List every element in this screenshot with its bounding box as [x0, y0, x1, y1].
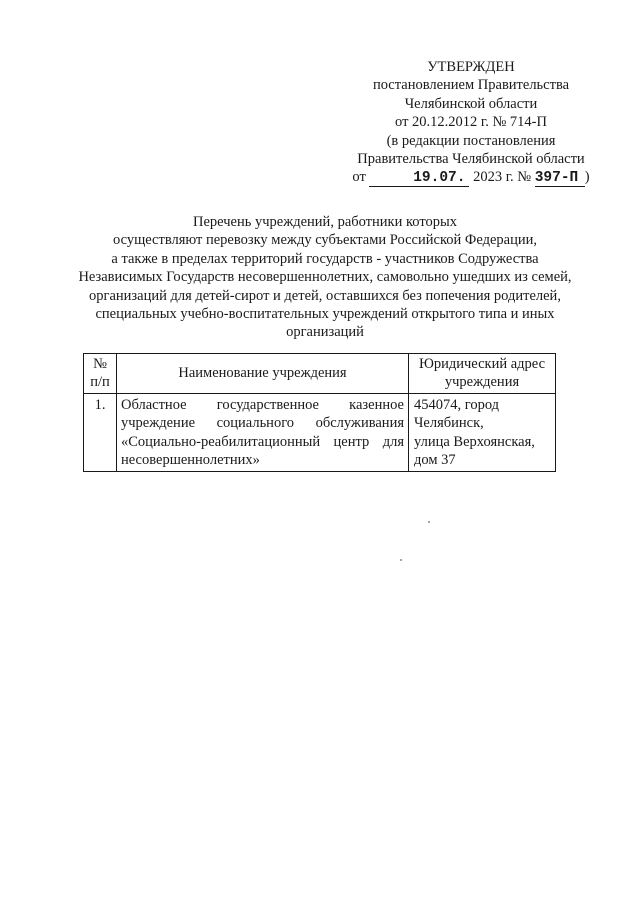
- name-word: Областное: [121, 396, 187, 413]
- title-line: осуществляют перевозку между субъектами Российской Федерации,: [112, 232, 537, 249]
- title-line: Перечень учреждений, работники которых: [193, 214, 457, 230]
- name-word: для: [382, 433, 404, 450]
- approval-heading: УТВЕРЖДЕН: [427, 59, 515, 75]
- title-line: а также в пределах территорий государств - участников Содружества: [111, 250, 539, 267]
- address-line: дом 37: [414, 452, 456, 469]
- header-number-sign: №: [93, 356, 107, 372]
- name-word: социального: [216, 415, 295, 432]
- address-line: улица Верхоянская,: [414, 433, 535, 450]
- approval-stamp: [340, 58, 602, 187]
- approval-line-decree: постановлением Правительства: [372, 77, 570, 94]
- name-word: казенное: [349, 396, 404, 413]
- approval-line-region: Челябинской области: [404, 95, 538, 112]
- name-word: «Социально-реабилитационный: [121, 433, 321, 450]
- name-word: центр: [333, 433, 370, 450]
- table-row: [84, 393, 556, 472]
- scan-speck: [400, 559, 402, 561]
- institutions-table: [83, 353, 556, 472]
- header-name: Наименование учреждения: [117, 354, 409, 394]
- name-line: [121, 396, 404, 414]
- name-word: обслуживания: [315, 415, 404, 432]
- name-line: [121, 433, 404, 451]
- name-line: [121, 414, 404, 432]
- approval-year-part: 2023 г. №: [473, 169, 532, 186]
- title-line: специальных учебно-воспитательных учреждений открытого типа и иных: [95, 306, 555, 323]
- approval-line-date: от 20.12.2012 г. № 714-П: [395, 114, 547, 131]
- header-number: [84, 354, 117, 394]
- address-line: 454074, город Челябинск,: [414, 396, 500, 432]
- title-line: организаций для детей-сирот и детей, оставшихся без попечения родителей,: [89, 287, 561, 304]
- table-header-row: [84, 354, 556, 394]
- institution-name: [117, 393, 409, 472]
- approval-number-field: 397-П: [535, 171, 585, 187]
- document-title: [60, 213, 590, 342]
- header-address: [409, 354, 556, 394]
- title-line: организаций: [286, 324, 364, 341]
- name-word: учреждение: [121, 415, 196, 432]
- header-address-line: Юридический адрес: [418, 356, 546, 372]
- approval-line-filled: [340, 168, 602, 187]
- scan-speck: [428, 521, 430, 523]
- approval-line-revision: (в редакции постановления: [386, 132, 556, 149]
- title-line: Независимых Государств несовершеннолетних, самовольно ушедших из семей,: [78, 269, 572, 286]
- name-line: несовершеннолетних»: [121, 452, 260, 469]
- institution-address: [409, 393, 556, 472]
- approval-close-paren: ): [584, 169, 590, 186]
- approval-date-field: 19.07.: [369, 171, 469, 187]
- header-number-abbr: п/п: [90, 374, 110, 391]
- approval-line-government: Правительства Челябинской области: [357, 151, 585, 168]
- row-number: 1.: [84, 393, 117, 472]
- approval-prefix: от: [352, 169, 366, 186]
- name-word: государственное: [216, 396, 319, 413]
- header-address-line: учреждения: [444, 374, 520, 391]
